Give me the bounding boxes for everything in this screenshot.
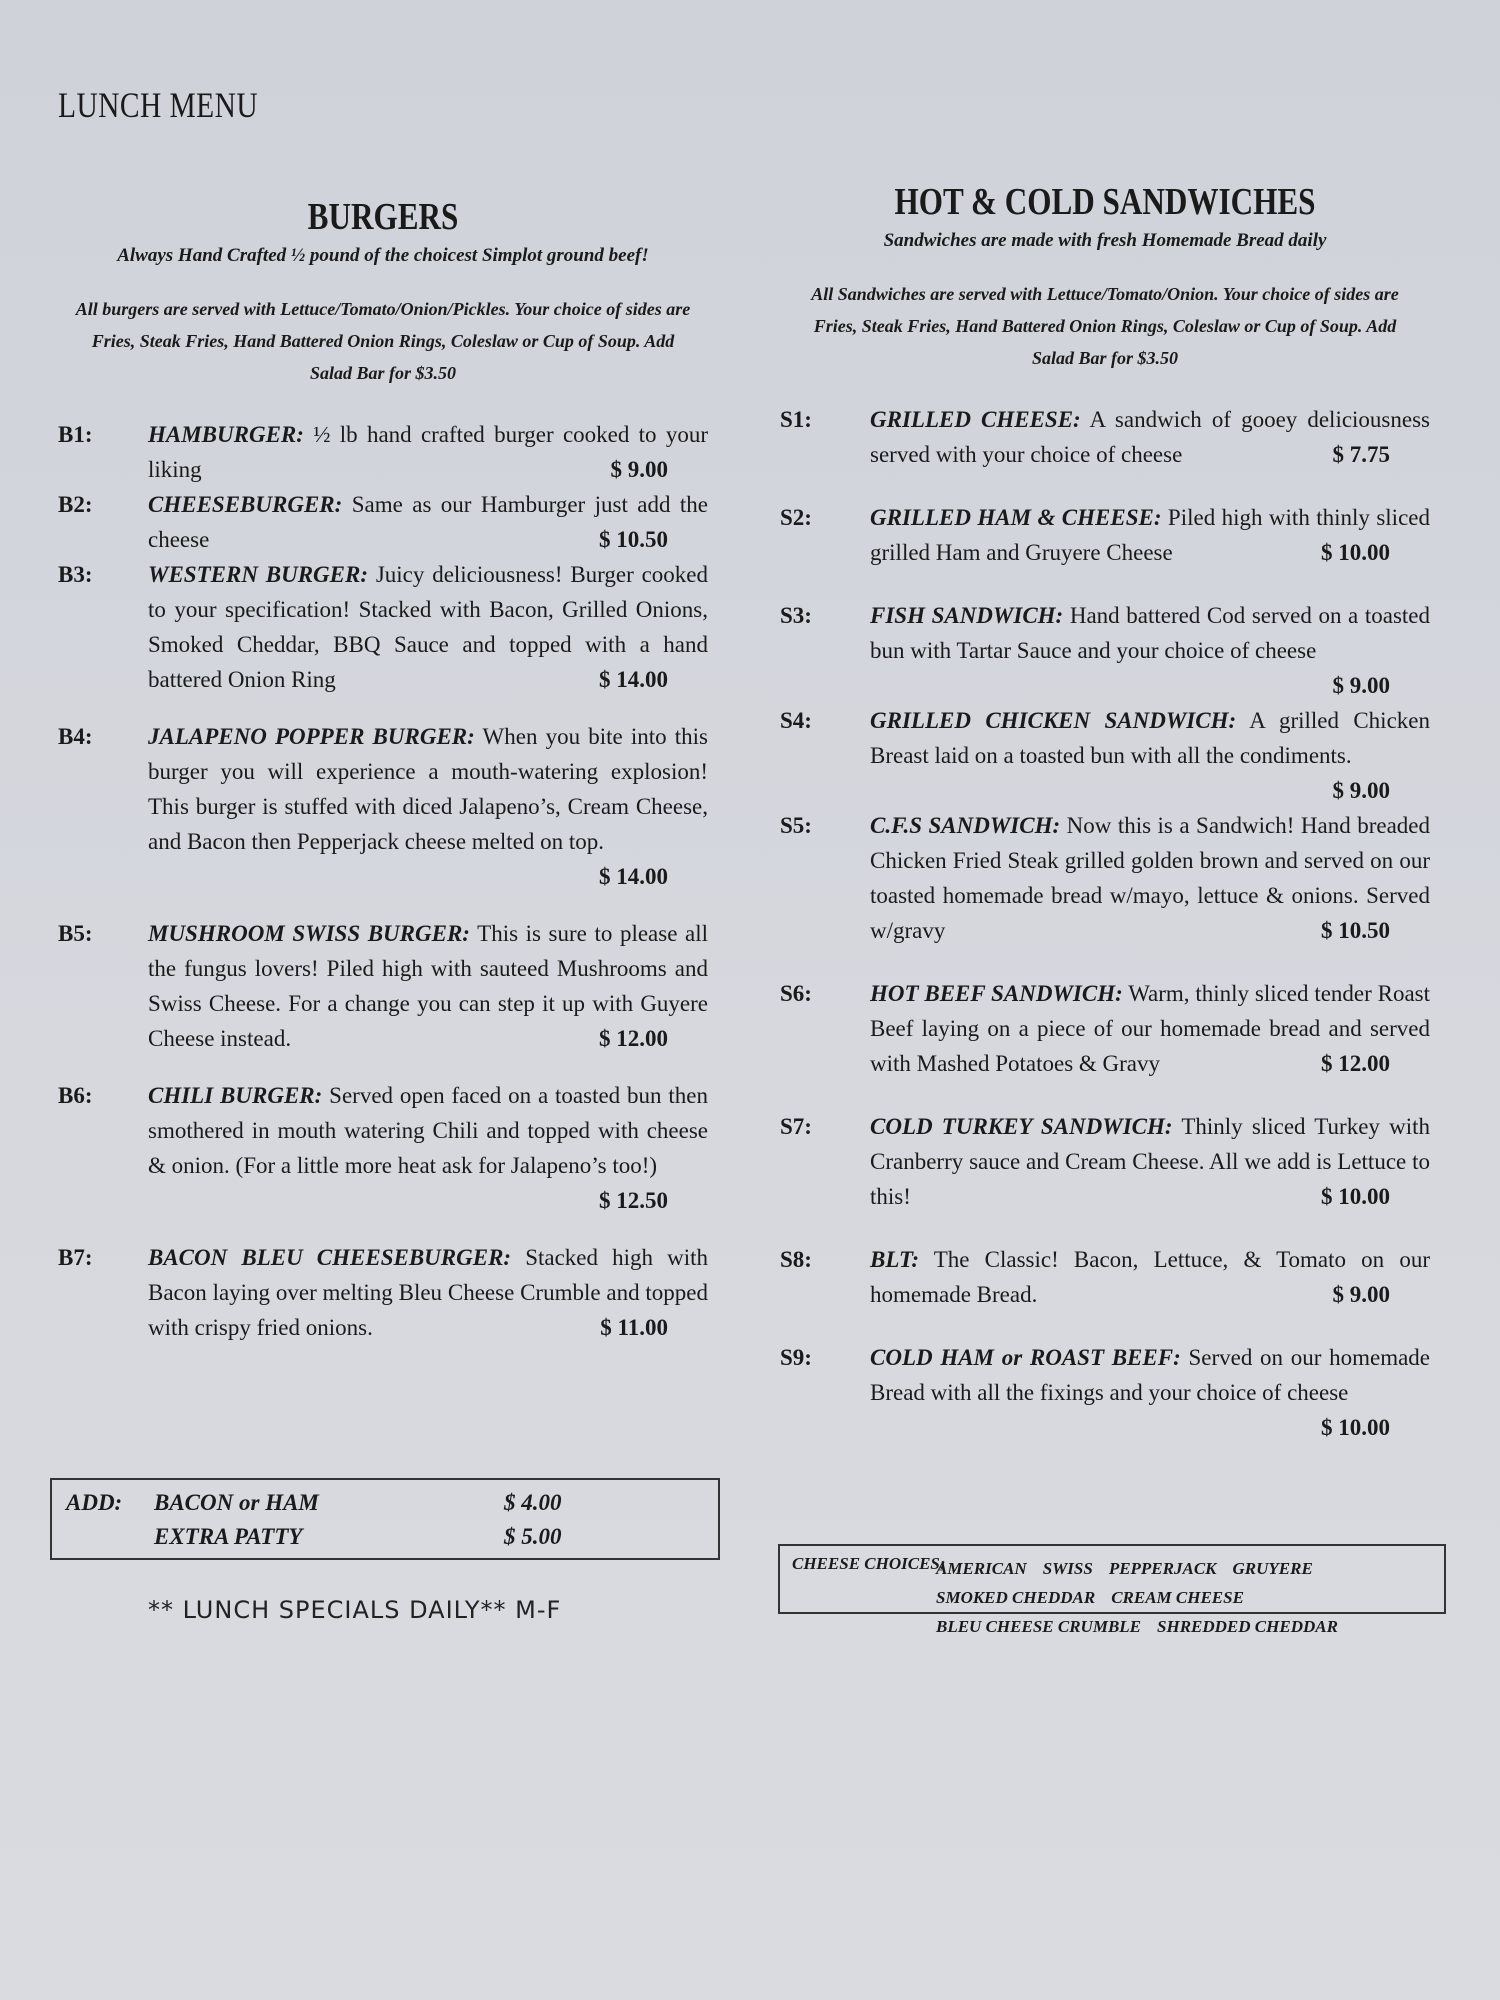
add-on-row <box>154 1490 562 1516</box>
item-description: Hand battered Cod served on a toasted bun with Tartar Sauce and your choice of cheese <box>870 603 1431 663</box>
sandwiches-list <box>780 402 1430 1445</box>
item-price: $ 9.00 <box>1332 1282 1390 1307</box>
burgers-title: BURGERS <box>307 196 459 238</box>
menu-item <box>58 487 708 557</box>
item-code: B3: <box>58 562 93 587</box>
item-name: BLT: <box>870 1247 919 1272</box>
menu-item <box>780 1340 1430 1445</box>
add-on-item: BACON or HAM <box>154 1490 319 1515</box>
cheese-choices-label: CHEESE CHOICES: <box>792 1554 946 1573</box>
item-price: $ 7.75 <box>1332 442 1390 467</box>
item-description: ½ lb hand crafted burger cooked to your liking <box>148 422 709 482</box>
menu-item <box>58 417 708 487</box>
item-name: GRILLED HAM & CHEESE: <box>870 505 1162 530</box>
item-name: CHEESEBURGER: <box>148 492 343 517</box>
item-description: Same as our Hamburger just add the cheese <box>148 492 708 552</box>
item-price: $ 10.00 <box>1321 1184 1390 1209</box>
item-price: $ 9.00 <box>610 457 668 482</box>
item-name: COLD HAM or ROAST BEEF: <box>870 1345 1181 1370</box>
menu-item <box>780 703 1430 808</box>
item-body <box>870 402 1430 472</box>
item-body <box>870 1242 1430 1312</box>
item-description: Juicy deliciousness! Burger cooked to your specification! Stacked with Bacon, Grilled Onions, Smoked Cheddar, BBQ Sauce and topped with a hand battered Onion Ring <box>148 562 709 692</box>
item-description: Served on our homemade Bread with all the fixings and your choice of cheese <box>870 1345 1431 1405</box>
item-name: C.F.S SANDWICH: <box>870 813 1061 838</box>
burgers-list <box>58 417 708 1345</box>
item-code: S1: <box>780 407 812 432</box>
item-body <box>148 1240 708 1345</box>
item-code: S2: <box>780 505 812 530</box>
item-name: GRILLED CHICKEN SANDWICH: <box>870 708 1237 733</box>
item-body <box>148 557 708 697</box>
sandwiches-note: All Sandwiches are served with Lettuce/Tomato/Onion. Your choice of sides are Fries, Steak Fries, Hand Battered Onion Rings, Coleslaw or Cup of Soup. Add Salad Bar for $3.50 <box>811 284 1399 368</box>
item-price: $ 10.50 <box>1321 918 1390 943</box>
item-description: Now this is a Sandwich! Hand breaded Chicken Fried Steak grilled golden brown and served on our toasted homemade bread w/mayo, lettuce & onions. Served w/gravy <box>870 813 1430 943</box>
item-price: $ 12.00 <box>599 1026 668 1051</box>
item-code: B4: <box>58 724 93 749</box>
add-on-item: EXTRA PATTY <box>154 1524 303 1549</box>
cheese-option: BLEU CHEESE CRUMBLE <box>936 1617 1142 1636</box>
item-description: Served open faced on a toasted bun then smothered in mouth watering Chili and topped with cheese & onion. (For a little more heat ask for Jalapeno’s too!) <box>148 1083 708 1178</box>
item-description: Stacked high with Bacon laying over melting Bleu Cheese Crumble and topped with crispy fried onions. <box>148 1245 709 1340</box>
item-code: S7: <box>780 1114 812 1139</box>
item-body <box>148 916 708 1056</box>
menu-item <box>780 1109 1430 1214</box>
item-name: CHILI BURGER: <box>148 1083 323 1108</box>
item-name: FISH SANDWICH: <box>870 603 1064 628</box>
item-price: $ 14.00 <box>599 864 668 889</box>
cheese-option: CREAM CHEESE <box>1111 1588 1244 1607</box>
item-body <box>870 500 1430 570</box>
item-body <box>870 1340 1430 1445</box>
item-code: S4: <box>780 708 812 733</box>
cheese-option: SHREDDED CHEDDAR <box>1157 1617 1338 1636</box>
item-body <box>148 487 708 557</box>
menu-item <box>58 1078 708 1218</box>
item-description: The Classic! Bacon, Lettuce, & Tomato on our homemade Bread. <box>870 1247 1430 1307</box>
page-title: LUNCH MENU <box>58 85 259 125</box>
cheese-option: PEPPERJACK <box>1108 1559 1217 1578</box>
item-name: MUSHROOM SWISS BURGER: <box>148 921 470 946</box>
sandwiches-title: HOT & COLD SANDWICHES <box>894 181 1316 223</box>
add-on-row <box>154 1524 562 1550</box>
menu-item <box>58 916 708 1056</box>
burgers-section <box>58 195 708 1345</box>
item-description: A grilled Chicken Breast laid on a toasted bun with all the condiments. <box>870 708 1430 768</box>
cheese-option: AMERICAN <box>936 1559 1027 1578</box>
cheese-choices-box <box>778 1544 1446 1636</box>
item-price: $ 11.00 <box>600 1315 668 1340</box>
item-body <box>148 417 708 487</box>
add-ons-box <box>50 1478 720 1560</box>
item-body <box>870 1109 1430 1214</box>
menu-item <box>780 402 1430 472</box>
lunch-specials-note: ** LUNCH SPECIALS DAILY** M-F <box>148 1596 562 1624</box>
cheese-options <box>936 1554 1436 1641</box>
item-description: Thinly sliced Turkey with Cranberry sauce and Cream Cheese. All we add is Lettuce to this! <box>870 1114 1431 1209</box>
item-name: COLD TURKEY SANDWICH: <box>870 1114 1173 1139</box>
add-on-price: $ 5.00 <box>504 1524 562 1549</box>
item-price: $ 9.00 <box>1332 673 1390 698</box>
burgers-subtitle: Always Hand Crafted ½ pound of the choicest Simplot ground beef! <box>117 245 649 266</box>
cheese-option: GRUYERE <box>1232 1559 1313 1578</box>
item-code: S5: <box>780 813 812 838</box>
menu-item <box>780 1242 1430 1312</box>
item-name: BACON BLEU CHEESEBURGER: <box>148 1245 512 1270</box>
item-price: $ 10.50 <box>599 527 668 552</box>
item-description: A sandwich of gooey deliciousness served with your choice of cheese <box>870 407 1430 467</box>
item-code: B5: <box>58 921 93 946</box>
item-name: WESTERN BURGER: <box>148 562 368 587</box>
item-description: Warm, thinly sliced tender Roast Beef laying on a piece of our homemade bread and served with Mashed Potatoes & Gravy <box>870 981 1430 1076</box>
item-price: $ 10.00 <box>1321 1415 1390 1440</box>
item-description: This is sure to please all the fungus lovers! Piled high with sauteed Mushrooms and Swiss Cheese. For a change you can step it up with Guyere Cheese instead. <box>148 921 708 1051</box>
item-price: $ 14.00 <box>599 667 668 692</box>
item-name: HAMBURGER: <box>148 422 304 447</box>
item-name: JALAPENO POPPER BURGER: <box>148 724 475 749</box>
item-body <box>148 719 708 894</box>
sandwiches-subtitle: Sandwiches are made with fresh Homemade Bread daily <box>883 230 1327 251</box>
menu-item <box>780 808 1430 948</box>
item-body <box>870 976 1430 1081</box>
item-description: Piled high with thinly sliced grilled Ham and Gruyere Cheese <box>870 505 1430 565</box>
item-price: $ 10.00 <box>1321 540 1390 565</box>
cheese-option: SWISS <box>1042 1559 1093 1578</box>
menu-item <box>58 719 708 894</box>
item-price: $ 12.00 <box>1321 1051 1390 1076</box>
item-code: B1: <box>58 422 93 447</box>
item-code: B6: <box>58 1083 93 1108</box>
item-name: HOT BEEF SANDWICH: <box>870 981 1123 1006</box>
item-code: S3: <box>780 603 812 628</box>
sandwiches-section <box>780 180 1430 1445</box>
item-body <box>870 808 1430 948</box>
add-on-price: $ 4.00 <box>504 1490 562 1515</box>
item-code: B7: <box>58 1245 93 1270</box>
item-body <box>870 703 1430 808</box>
menu-item <box>58 557 708 697</box>
menu-item <box>780 976 1430 1081</box>
item-body <box>148 1078 708 1218</box>
cheese-option: SMOKED CHEDDAR <box>936 1588 1096 1607</box>
item-code: S6: <box>780 981 812 1006</box>
item-price: $ 9.00 <box>1332 778 1390 803</box>
item-description: When you bite into this burger you will experience a mouth-watering explosion! This burger is stuffed with diced Jalapeno’s, Cream Cheese, and Bacon then Pepperjack cheese melted on top. <box>148 724 708 854</box>
item-name: GRILLED CHEESE: <box>870 407 1081 432</box>
menu-item <box>780 598 1430 703</box>
add-label: ADD: <box>66 1490 123 1515</box>
item-body <box>870 598 1430 703</box>
item-code: S8: <box>780 1247 812 1272</box>
menu-item <box>58 1240 708 1345</box>
menu-item <box>780 500 1430 570</box>
item-code: S9: <box>780 1345 812 1370</box>
item-price: $ 12.50 <box>599 1188 668 1213</box>
item-code: B2: <box>58 492 93 517</box>
burgers-note: All burgers are served with Lettuce/Tomato/Onion/Pickles. Your choice of sides are Fries, Steak Fries, Hand Battered Onion Rings, Coleslaw or Cup of Soup. Add Salad Bar for $3.50 <box>75 299 691 383</box>
